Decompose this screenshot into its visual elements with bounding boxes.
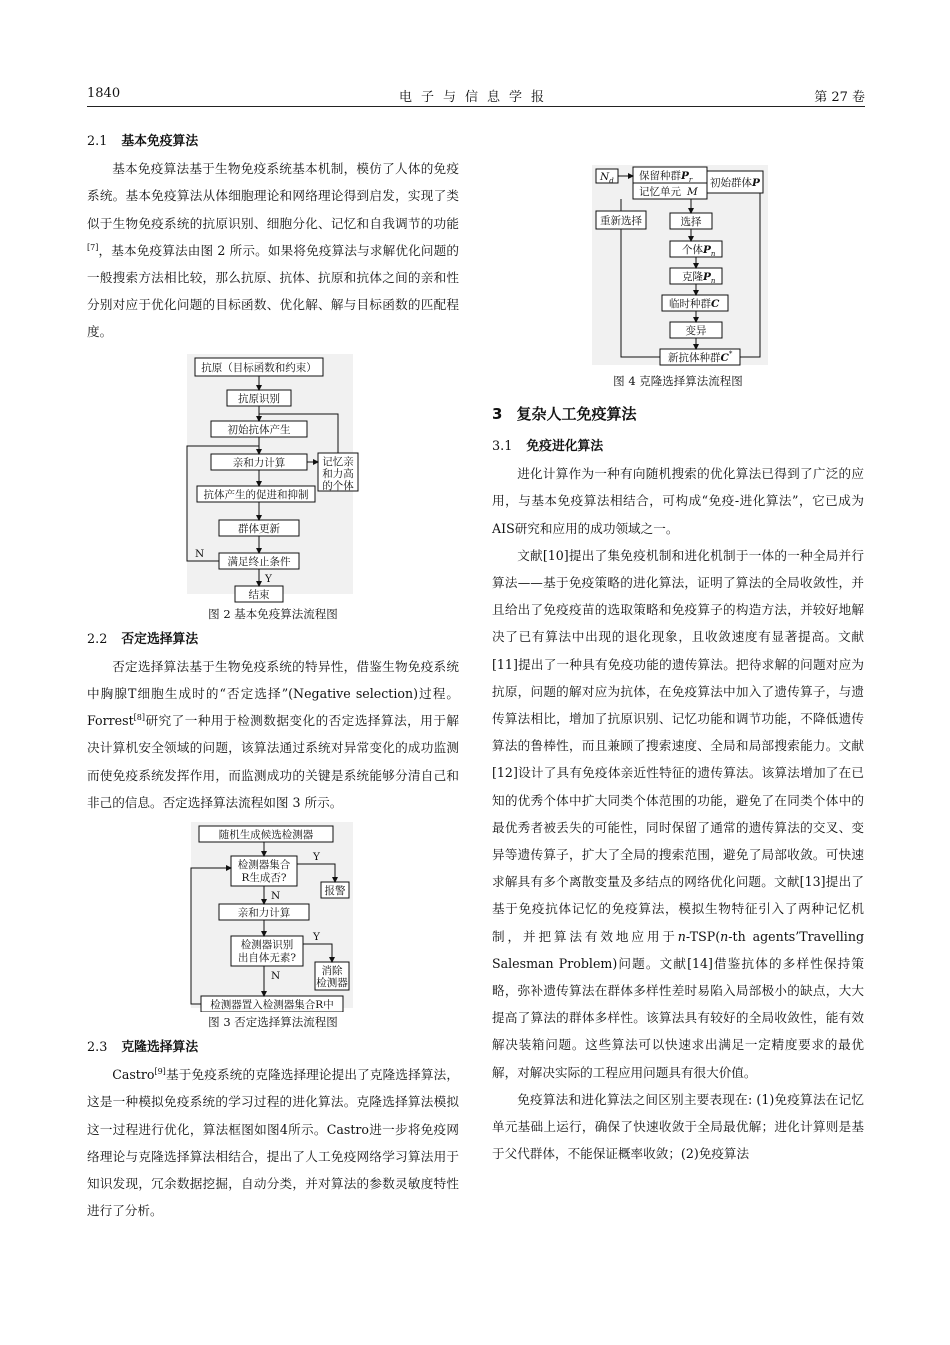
running-header xyxy=(87,84,865,107)
fig3-set-line1: 检测器集合 xyxy=(237,859,291,872)
fig3-alarm-label: 报警 xyxy=(324,885,346,898)
figure-2-caption: 图 2 基本免疫算法流程图 xyxy=(208,606,338,621)
fig4-select-label: 选择 xyxy=(680,216,702,228)
section-3-1-heading: 3.1 免疫进化算法 xyxy=(492,439,604,454)
right-column xyxy=(492,128,864,1167)
fig3-elim-line1: 消除 xyxy=(321,965,343,978)
fig3-yes-label-1: Y xyxy=(313,851,320,864)
section-2-1-paragraph: 基本免疫算法基于生物免疫系统基本机制，模仿了人体的免疫系统。基本免疫算法从体细胞理论和网络理论得到启发，实现了类似于生物免疫系统的抗原识别、细胞分化、记忆和自我调节的功能[7]，基本免疫算法由图 2 所示。如果将免疫算法与求解优化问题的一般搜索方法相比较，那么抗原、抗体、抗原和抗体之间的亲和性分别对应于优化问题的目标函数、优化解、解与目标函数的匹配程度。 xyxy=(87,161,459,340)
fig3-put-label: 检测器置入检测器集合R中 xyxy=(210,999,334,1012)
fig4-clone-label: 克隆$P_n$ xyxy=(682,271,716,285)
section-3-1-paragraph-2: 文献[10]提出了集免疫机制和进化机制于一体的一种全局并行算法——基于免疫策略的进化算法，证明了算法的全局收敛性，并且给出了免疫疫苗的选取策略和免疫算子的构造方法，并较好地解决了已有算法中出现的退化现象，且收敛速度有显著提高。文献[11]提出了一种具有免疫功能的遗传算法。把待求解的问题对应为抗原，问题的解对应为抗体，在免疫算法中加入了遗传算子，与遗传算法相比，增加了抗原识别、记忆功能和调节功能，不降低遗传算法的鲁棒性，而且兼顾了搜索速度、全局和局部搜索能力。文献[12]设计了具有免疫体亲近性特征的遗传算法。该算法增加了在已知的优秀个体中扩大同类个体范围的功能，避免了在同类个体中的最优秀者被丢失的可能性，同时保留了通常的遗传算法的交叉、变异等遗传算子，扩大了全局的搜索范围，避免了局部收敛。可快速求解具有多个离散变量及多结点的网络优化问题。文献[13]提出了基于免疫抗体记忆的免疫算法，模拟生物特征引入了两种记忆机制，并把算法有效地应用于n-TSP(n-th agents’Travelling Salesman Problem)问题。文献[14]借鉴抗体的多样性保持策略，弥补遗传算法在群体多样性差时易陷入局部极小的缺点，大大提高了算法的群体多样性。该算法具有较好的全局收敛性，能有效解决装箱问题。这些算法可以快速求出满足一定精度要求的最优解，对解决实际的工程应用问题具有很大价值。 xyxy=(492,547,865,1080)
figure-3-caption: 图 3 否定选择算法流程图 xyxy=(208,1015,338,1030)
section-2-2-heading: 2.2 否定选择算法 xyxy=(87,631,199,647)
figure-4 xyxy=(492,159,864,391)
continued-text-spacer xyxy=(492,128,864,155)
volume-number: 第 27 卷 xyxy=(814,90,865,105)
fig3-no-label-2: N xyxy=(271,970,281,983)
fig2-yes-label: Y xyxy=(265,572,272,585)
fig3-generate-label: 随机生成候选检测器 xyxy=(218,829,314,842)
page-number: 1840 xyxy=(87,86,121,101)
fig4-indiv-label: 个体$P_n$ xyxy=(682,244,716,258)
fig3-yes-label-2: Y xyxy=(313,931,320,944)
fig2-promote-label: 抗体产生的促进和抑制 xyxy=(203,488,309,501)
fig2-recognition-label: 抗原识别 xyxy=(238,392,280,405)
figure-3 xyxy=(87,820,459,1032)
figure-4-flowchart xyxy=(492,159,864,371)
fig4-reselect-label: 重新选择 xyxy=(600,215,642,227)
fig3-ident-line1: 检测器识别 xyxy=(240,939,294,952)
fig3-no-label-1: N xyxy=(271,890,281,903)
fig2-antigen-label: 抗原（目标函数和约束） xyxy=(201,361,317,374)
fig4-newpop-label: 新抗体种群C* xyxy=(668,350,733,364)
figure-3-flowchart xyxy=(87,820,459,1012)
fig3-set-line2: R生成否? xyxy=(241,872,287,885)
fig2-memory-line2: 和力高 xyxy=(322,467,354,480)
fig2-memory-line3: 的个体 xyxy=(322,479,354,492)
journal-title: 电子与信息学报 xyxy=(398,90,553,105)
fig3-elim-line2: 检测器 xyxy=(316,977,348,990)
figure-2-flowchart xyxy=(87,350,459,604)
fig4-temp-label: 临时种群C xyxy=(669,298,720,310)
section-2-2-paragraph: 否定选择算法基于生物免疫系统的特异性，借鉴生物免疫系统中胸腺T细胞生成时的“否定选择”(Negative selection)过程。Forrest[8]研究了一种用于检测数据变化的否定选择算法，用于解决计算机安全领域的问题，该算法通过系统对异常变化的成功监测而使免疫系统发挥作用，而监测成功的关键是系统能够分清自己和非己的信息。否定选择算法流程如图 3 所示。 xyxy=(87,658,459,810)
fig4-init-label: 初始群体P xyxy=(710,177,760,189)
fig2-end-label: 结束 xyxy=(248,588,270,601)
section-3-1-paragraph-3: 免疫算法和进化算法之间区别主要表现在: (1)免疫算法在记忆单元基础上运行，确保了快速收敛于全局最优解；进化计算则是基于父代群体，不能保证概率收敛；(2)免疫算法 xyxy=(492,1091,864,1162)
fig3-affinity-label: 亲和力计算 xyxy=(237,907,291,920)
fig2-terminate-label: 满足终止条件 xyxy=(227,555,291,568)
fig2-no-label: N xyxy=(195,547,205,560)
fig2-update-label: 群体更新 xyxy=(238,522,280,535)
section-3-heading: 3 复杂人工免疫算法 xyxy=(492,405,637,423)
section-2-1-heading: 2.1 基本免疫算法 xyxy=(87,134,199,149)
fig2-affinity-label: 亲和力计算 xyxy=(232,456,286,469)
fig4-nd-label: $N_d$ xyxy=(600,171,614,185)
figure-4-caption: 图 4 克隆选择算法流程图 xyxy=(613,374,743,388)
fig4-keep-label: 保留种群$P_r$ xyxy=(639,170,693,184)
fig4-mutate-label: 变异 xyxy=(685,325,707,337)
left-column xyxy=(87,128,459,1224)
fig2-memory-line1: 记忆亲 xyxy=(322,455,354,468)
section-3-1-paragraph-1: 进化计算作为一种有向随机搜索的优化算法已得到了广泛的应用，与基本免疫算法相结合，可构成“免疫-进化算法”，它已成为AIS研究和应用的成功领域之一。 xyxy=(492,466,864,536)
section-2-3-heading: 2.3 克隆选择算法 xyxy=(87,1040,199,1056)
section-2-3-paragraph: Castro[9]基于免疫系统的克隆选择理论提出了克隆选择算法，这是一种模拟免疫系统的学习过程的进化算法。克隆选择算法模拟这一过程进行优化，算法框图如图4所示。Castro进一步将免疫网络理论与克隆选择算法相结合，提出了人工免疫网络学习算法用于知识发现，冗余数据挖掘，自动分类，并对算法的参数灵敏度特性进行了分析。 xyxy=(87,1067,459,1219)
fig3-ident-line2: 出自体无素? xyxy=(237,952,297,965)
figure-2 xyxy=(87,350,459,624)
fig4-memory-label: 记忆单元 M xyxy=(639,186,698,198)
fig2-initial-label: 初始抗体产生 xyxy=(227,423,291,436)
